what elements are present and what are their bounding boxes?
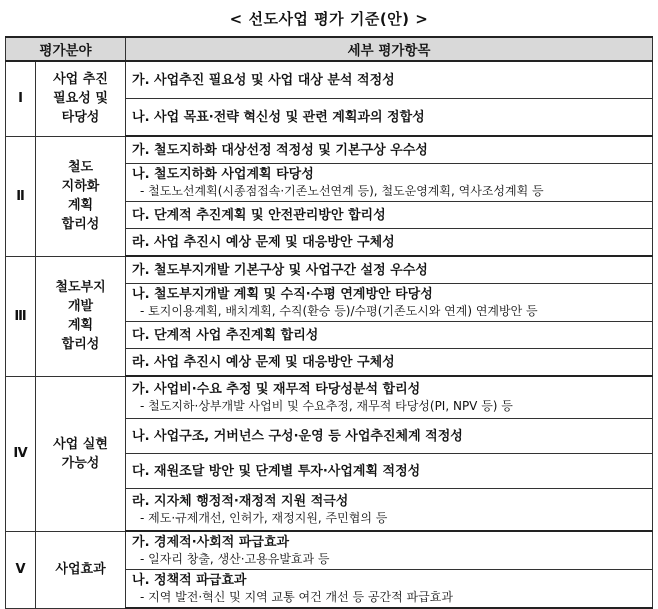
criteria-item: 가. 사업추진 필요성 및 사업 대상 분석 적정성 bbox=[126, 61, 653, 99]
criteria-item: 가. 사업비·수요 추정 및 재무적 타당성분석 합리성 - 철도지하·상부개발 사업비 및 수요추정, 재무적 타당성(PI, NPV 등) 등 bbox=[126, 376, 653, 419]
table-row bbox=[6, 531, 653, 570]
table-row bbox=[6, 136, 653, 164]
table-row bbox=[6, 256, 653, 284]
table-row bbox=[6, 61, 653, 99]
criteria-item: 나. 철도부지개발 계획 및 수직·수평 연계방안 타당성 - 토지이용계획, 배치계획, 수직(환승 등)/수평(기존도시와 연계) 연계방안 등 bbox=[126, 284, 653, 322]
criteria-item: 다. 재원조달 방안 및 단계별 투자·사업계획 적정성 bbox=[126, 454, 653, 489]
criteria-item: 가. 철도지하화 대상선정 적정성 및 기본구상 우수성 bbox=[126, 136, 653, 164]
criteria-item: 가. 철도부지개발 기본구상 및 사업구간 설정 우수성 bbox=[126, 256, 653, 284]
group-roman-5: Ⅴ bbox=[6, 531, 36, 608]
header-field: 평가분야 bbox=[6, 37, 126, 61]
table-header-row bbox=[6, 37, 653, 61]
criteria-item: 라. 사업 추진시 예상 문제 및 대응방안 구체성 bbox=[126, 229, 653, 257]
criteria-item: 나. 사업 목표·전략 혁신성 및 관련 계획과의 정합성 bbox=[126, 99, 653, 137]
group-roman-2: Ⅱ bbox=[6, 136, 36, 256]
table-row bbox=[6, 376, 653, 419]
group-field-4: 사업 실현 가능성 bbox=[36, 376, 126, 531]
evaluation-criteria-table bbox=[5, 36, 653, 609]
group-field-1: 사업 추진 필요성 및 타당성 bbox=[36, 61, 126, 136]
group-field-2: 철도 지하화 계획 합리성 bbox=[36, 136, 126, 256]
group-roman-4: Ⅳ bbox=[6, 376, 36, 531]
page-title: < 선도사업 평가 기준(안) > bbox=[229, 10, 429, 28]
group-roman-1: Ⅰ bbox=[6, 61, 36, 136]
criteria-item: 다. 단계적 추진계획 및 안전관리방안 합리성 bbox=[126, 202, 653, 229]
group-field-5: 사업효과 bbox=[36, 531, 126, 608]
criteria-item: 라. 사업 추진시 예상 문제 및 대응방안 구체성 bbox=[126, 349, 653, 377]
criteria-item: 나. 사업구조, 거버넌스 구성·운영 등 사업추진체계 적정성 bbox=[126, 419, 653, 454]
header-items: 세부 평가항목 bbox=[126, 37, 653, 61]
group-field-3: 철도부지 개발 계획 합리성 bbox=[36, 256, 126, 376]
criteria-item: 라. 지자체 행정적·재정적 지원 적극성 - 제도·규제개선, 인허가, 재정지원, 주민협의 등 bbox=[126, 489, 653, 532]
criteria-item: 나. 정책적 파급효과 - 지역 발전·혁신 및 지역 교통 여건 개선 등 공간적 파급효과 bbox=[126, 570, 653, 609]
group-roman-3: Ⅲ bbox=[6, 256, 36, 376]
criteria-item: 가. 경제적·사회적 파급효과 - 일자리 창출, 생산·고용유발효과 등 bbox=[126, 531, 653, 570]
criteria-item: 나. 철도지하화 사업계획 타당성 - 철도노선계획(시종점접속·기존노선연계 등), 철도운영계획, 역사조성계획 등 bbox=[126, 164, 653, 202]
criteria-item: 다. 단계적 사업 추진계획 합리성 bbox=[126, 322, 653, 349]
